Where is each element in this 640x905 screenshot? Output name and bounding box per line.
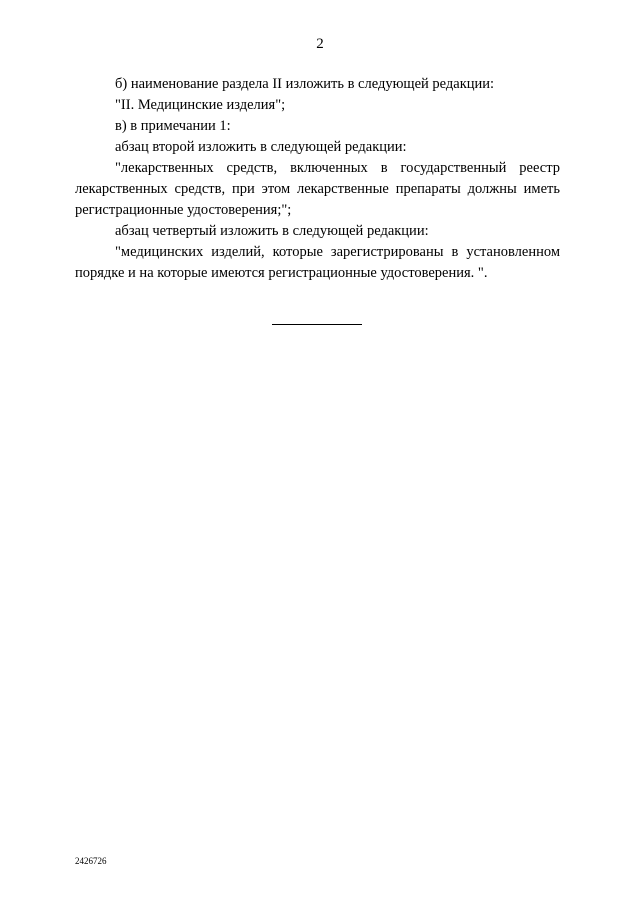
paragraph-second-clause-intro: абзац второй изложить в следующей редакции: [115, 139, 407, 155]
page-number: 2 [316, 36, 324, 52]
paragraph-fourth-clause-intro: абзац четвертый изложить в следующей редакции: [115, 223, 429, 239]
paragraph-section-title-change: б) наименование раздела II изложить в следующей редакции: [115, 76, 495, 92]
paragraph-fourth-clause-text: "медицинских изделий, которые зарегистрированы в установленном порядке и на которые имеются регистрационные удостоверения. ". [75, 244, 560, 281]
paragraph-section-title-new: "II. Медицинские изделия"; [115, 97, 286, 113]
document-code: 2426726 [75, 856, 107, 866]
end-separator-line [272, 324, 362, 325]
paragraph-second-clause-text: "лекарственных средств, включенных в государственный реестр лекарственных средств, при этом лекарственные препараты должны иметь регистрационные удостоверения;"; [75, 160, 560, 218]
paragraph-note-intro: в) в примечании 1: [115, 118, 231, 134]
document-body [75, 74, 560, 284]
